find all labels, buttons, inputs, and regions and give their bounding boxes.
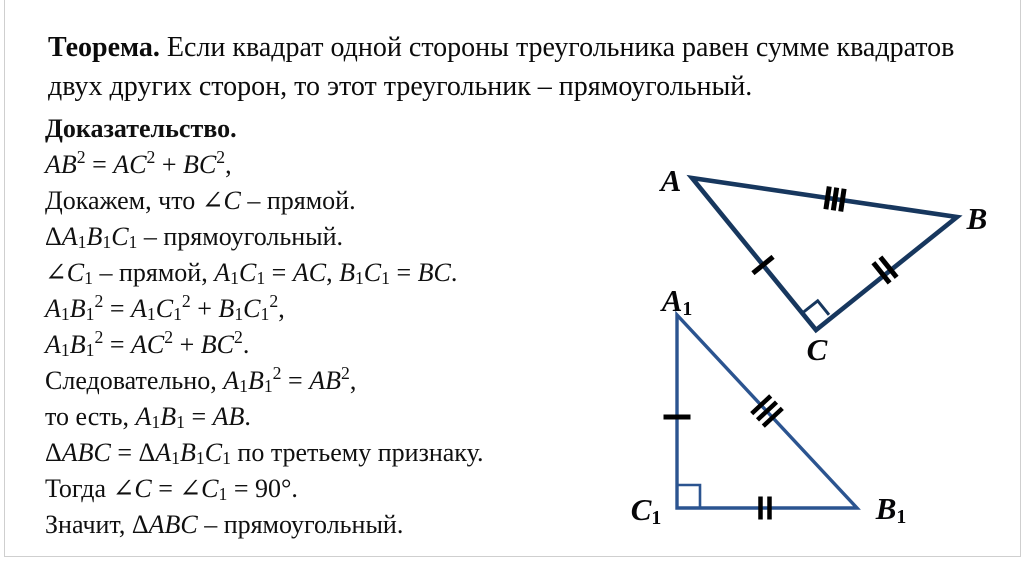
proof-line: Следовательно, $A_1B_1^2 = AB^2$, bbox=[45, 363, 357, 397]
proof-line: Докажем, что ∠C – прямой. bbox=[45, 186, 356, 215]
label-vertex-B: B bbox=[966, 201, 988, 236]
label-vertex-A1: $A_1$ bbox=[661, 283, 693, 321]
ticks-side-BC bbox=[880, 257, 896, 277]
ticks-side-AC bbox=[753, 257, 773, 273]
ticks-side-AB bbox=[826, 187, 829, 210]
proof-block bbox=[45, 111, 483, 543]
ticks-side-A1B1 bbox=[763, 408, 782, 426]
triangle-A1B1C1 bbox=[677, 315, 857, 508]
theorem-text: Если квадрат одной стороны треугольника равен сумме квадратов двух других сторон, то этот треугольник – прямоугольный. bbox=[48, 32, 955, 102]
ticks-side-BC bbox=[873, 263, 889, 283]
proof-heading: Доказательство. bbox=[45, 114, 237, 143]
proof-line: $\angle C_1$ – прямой, $A_1C_1$ = AC, $B_1C_1$ = BC. bbox=[45, 258, 458, 289]
ticks-side-A1B1 bbox=[757, 402, 776, 420]
proof-line: то есть, $A_1B_1$ = AB. bbox=[45, 402, 251, 433]
theorem-label: Теорема. bbox=[48, 32, 160, 63]
proof-line: $\Delta A_1B_1C_1$ – прямоугольный. bbox=[45, 222, 344, 253]
ticks-side-AB bbox=[841, 189, 844, 212]
ticks-side-A1B1 bbox=[752, 396, 771, 414]
proof-line: Значит, ΔABC – прямоугольный. bbox=[45, 510, 404, 539]
proof-line: $AB^2 = AC^2 + BC^2$, bbox=[45, 147, 232, 179]
proof-line: $A_1B_1^2 = AC^2 + BC^2$. bbox=[45, 327, 250, 361]
right-angle-at-C1 bbox=[677, 485, 700, 508]
ticks-side-AB bbox=[833, 188, 836, 211]
proof-line: $A_1B_1^2 = A_1C_1^2 + B_1C_1^2$, bbox=[45, 291, 285, 325]
label-vertex-A: A bbox=[660, 163, 682, 198]
label-vertex-C1: $C_1$ bbox=[630, 492, 662, 530]
proof-line: $\Delta ABC = \Delta A_1B_1C_1$ по третьему признаку. bbox=[45, 438, 484, 469]
label-vertex-C: C bbox=[806, 332, 828, 367]
triangle-ABC bbox=[692, 178, 957, 330]
label-vertex-B1: $B_1$ bbox=[875, 491, 907, 529]
proof-lines bbox=[45, 147, 483, 543]
theorem-title bbox=[48, 28, 1003, 106]
proof-line: Тогда ∠C = $\angle C_1 = 90^\circ$. bbox=[45, 474, 298, 505]
right-angle-at-C bbox=[804, 301, 829, 315]
